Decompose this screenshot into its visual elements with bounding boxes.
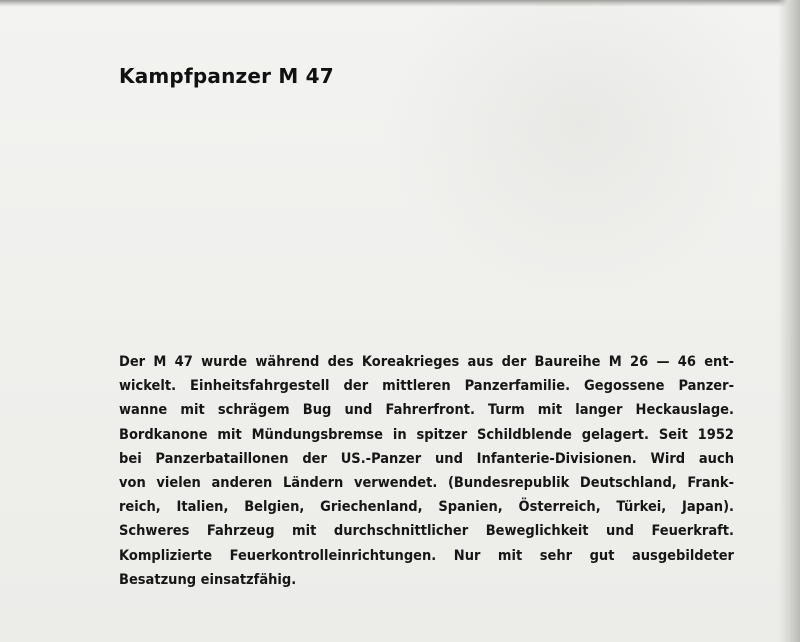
body-paragraph xyxy=(119,350,734,592)
page-title: Kampfpanzer M 47 xyxy=(119,64,334,88)
paragraph-line: bei Panzerbataillonen der US.-Panzer und Infanterie-Divisionen. Wird auch xyxy=(119,450,734,467)
paragraph-line: wickelt. Einheitsfahrgestell der mittleren Panzerfamilie. Gegossene Panzer- xyxy=(119,378,734,395)
paragraph-line: von vielen anderen Ländern verwendet. (Bundesrepublik Deutschland, Frank- xyxy=(119,474,734,491)
print-bleed-through xyxy=(380,0,780,300)
paragraph-line: Besatzung einsatzfähig. xyxy=(119,571,297,588)
page-right-edge-shadow xyxy=(778,0,800,642)
paragraph-line: Bordkanone mit Mündungsbremse in spitzer Schildblende gelagert. Seit 1952 xyxy=(119,426,734,443)
paragraph-line: wanne mit schrägem Bug und Fahrerfront. Turm mit langer Heckauslage. xyxy=(119,402,734,419)
paragraph-line: reich, Italien, Belgien, Griechenland, Spanien, Österreich, Türkei, Japan). xyxy=(119,499,734,516)
paragraph-line: Komplizierte Feuerkontrolleinrichtungen. Nur mit sehr gut ausgebildeter xyxy=(119,547,734,564)
paragraph-line: Schweres Fahrzeug mit durchschnittlicher Beweglichkeit und Feuerkraft. xyxy=(119,523,734,540)
paragraph-line: Der M 47 wurde während des Koreakrieges aus der Baureihe M 26 — 46 ent- xyxy=(119,354,734,370)
